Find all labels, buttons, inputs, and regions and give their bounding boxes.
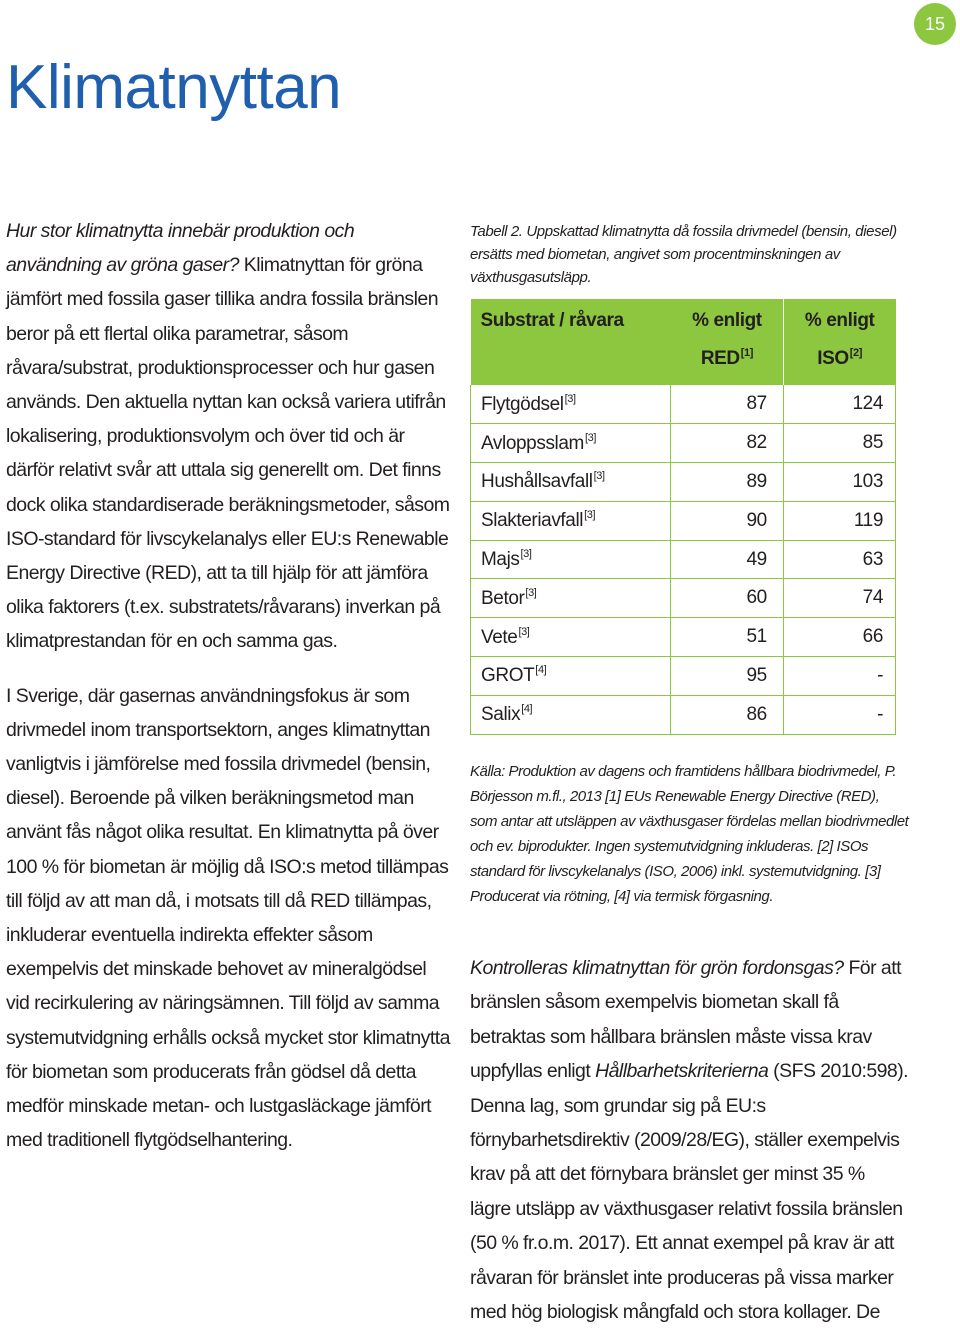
header-iso [783,299,895,385]
sweden-paragraph: I Sverige, där gasernas användningsfokus är som drivmedel inom transportsektorn, anges klimatnyttan vanligtvis i jämförelse med fossila drivmedel (bensin, diesel). Beroende på vilken beräkningsmetod man använt fås något olika resultat. En klimatnytta på över 100 % för biometan är möjlig då ISO:s metod tillämpas till följd av att man då, i motsats till då RED tillämpas, inkluderar eventuella indirekta effekter såsom exempelvis det minskade behovet av mineralgödsel vid recirkulering av näringsämnen. Till följd av samma systemutvidgning erhålls också mycket stor klimatnytta för biometan som producerats från gödsel då detta medför minskade metan- och lustgasläckage jämfört med traditionell flytgödselhantering. [6,684,450,1152]
intro-question: Hur stor klimatnytta innebär produktion och användning av gröna gaser? [6,220,355,277]
row-red-value: 51 [671,618,784,657]
table-row [471,579,896,618]
table-header-row [471,299,896,385]
control-paragraph [470,951,910,1329]
row-red-value: 89 [671,463,784,502]
row-red-value: 87 [671,385,784,424]
control-question: Kontrolleras klimatnyttan för grön fordonsgas? [470,957,844,979]
page-number-badge: 15 [914,3,956,45]
row-iso-value: - [783,657,895,696]
row-red-value: 49 [671,540,784,579]
table-source-note: Källa: Produktion av dagens och framtidens hållbara biodrivmedel, P. Börjesson m.fl., 2013 [1] EUs Renewable Energy Directive (RED), som antar att utsläppen av växthusgaser fördelas mellan biodrivmedlet och ev. biprodukter. Ingen systemutvidgning inkluderas. [2] ISOs standard för livscykelanalys (ISO, 2006) inkl. systemutvidgning. [3] Producerat via rötning, [4] via termisk förgasning. [470,762,909,905]
row-ref: [3] [593,470,605,483]
row-iso-value: 103 [783,463,895,502]
header-red-line1: % enligt [692,310,762,331]
intro-paragraph-text: Klimatnyttan för gröna jämfört med fossila gaser tillika andra fossila bränslen beror på ett flertal olika parametrar, såsom råvara/substrat, produktionsprocesser och hur gasen används. Den aktuella nyttan kan också variera utifrån lokalisering, produktionsvolym och över tid och är därför relativt svår att uttala sig generellt om. Det finns dock olika standardiserade beräkningsmetoder, såsom ISO-standard för livscykelanalys eller EU:s Renewable Energy Directive (RED), att ta till hjälp för att jämföra olika faktorers (t.ex. substratets/råvarans) inverkan på klimatprestandan för en och samma gas. [6,254,450,653]
right-column-table-block [470,220,910,909]
row-ref: [4] [521,703,533,716]
row-substrate-name: Flytgödsel [481,393,564,415]
row-iso-value: 63 [783,540,895,579]
row-iso-value: 124 [783,385,895,424]
row-iso-value: - [783,695,895,734]
table-row [471,424,896,463]
row-red-value: 95 [671,657,784,696]
row-substrate-name: Hushållsavfall [481,471,593,493]
control-text-b: (SFS 2010:598). Denna lag, som grundar sig på EU:s förnybarhetsdirektiv (2009/28/EG), ställer exempelvis krav på att det förnybara bränslet ger minst 35 % lägre utsläpp av växthusgaser relativt fossila bränslen (50 % fr.o.m. 2017). Ett annat exempel på krav är att råvaran för bränslet inte produceras på vissa marker med hög biologisk mångfald och stora kollager. De [470,1060,909,1324]
row-ref: [3] [520,548,532,561]
row-ref: [3] [525,586,537,599]
row-red-value: 82 [671,424,784,463]
row-substrate-name: Avloppsslam [481,432,584,454]
right-column-text [470,951,910,1329]
table-row [471,540,896,579]
row-iso-value: 66 [783,618,895,657]
row-ref: [3] [584,431,596,444]
table-row [471,463,896,502]
row-substrate-name: Vete [481,626,518,648]
header-red-ref: [1] [740,347,753,359]
row-substrate-name: Slakteriavfall [481,510,584,532]
row-substrate-name: Betor [481,587,525,609]
row-red-value: 90 [671,501,784,540]
intro-paragraph [6,214,454,659]
row-iso-value: 119 [783,501,895,540]
header-substrate: Substrat / råvara [471,299,671,385]
control-text-a: För att bränslen såsom exempelvis biometan skall få betraktas som hållbara bränslen måste vissa krav uppfyllas enligt [470,957,901,1083]
table-row [471,695,896,734]
header-red-line2: RED [700,348,740,369]
table-row [471,618,896,657]
table-row [471,385,896,424]
row-substrate-name: Salix [481,704,521,726]
climate-benefit-table [470,299,896,735]
row-red-value: 60 [671,579,784,618]
header-iso-ref: [2] [849,347,863,359]
row-substrate-name: GROT [481,665,535,687]
row-substrate-name: Majs [481,549,520,571]
header-iso-line2: ISO [817,348,849,369]
row-iso-value: 74 [783,579,895,618]
row-ref: [4] [535,664,547,677]
row-ref: [3] [564,392,576,405]
header-iso-line1: % enligt [804,310,875,331]
table-row [471,501,896,540]
page-title: Klimatnyttan [6,53,342,122]
table-caption: Tabell 2. Uppskattad klimatnytta då fossila drivmedel (bensin, diesel) ersätts med biometan, angivet som procentminskningen av växthusgasutsläpp. [470,223,897,286]
table-row [471,657,896,696]
row-ref: [3] [584,509,596,522]
criteria-term: Hållbarhetskriterierna [595,1060,769,1083]
row-iso-value: 85 [783,424,895,463]
header-red [671,299,784,385]
row-ref: [3] [518,625,530,638]
left-column [6,214,454,1157]
row-red-value: 86 [671,695,784,734]
